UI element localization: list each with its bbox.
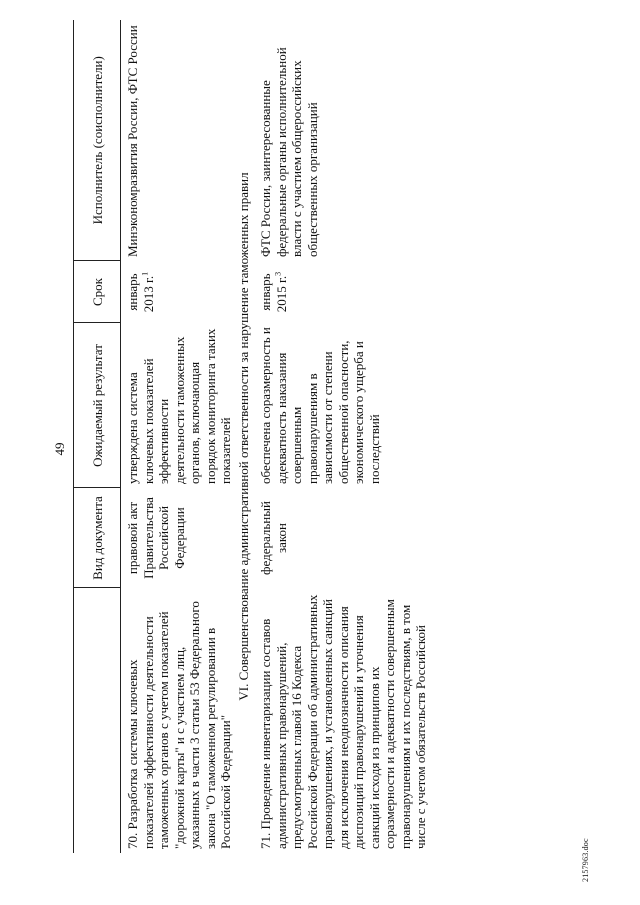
row-doc-type: правовой акт Правительства Российской Федерации xyxy=(125,497,187,579)
header-executor: Исполнитель (соисполнители) xyxy=(74,20,121,261)
row-executor: ФТС России, заинтересованные федеральные органы исполнительной власти с участием общероссийских общественных организаций xyxy=(258,47,320,257)
term-text: январь 2013 г. xyxy=(125,273,156,313)
row-result: обеспечена соразмерность и адекватность наказания совершенным правонарушениям в зависимости от степени общественной опасности, экономического ущерба и последствий xyxy=(258,327,382,484)
row-action: 70. Разработка системы ключевых показателей эффективности деятельности таможенных органов с учетом показателей "дорожной карты" и с участием лиц, указанных в части 3 статьи 53 Федерального закона "О таможенном регулировании в Российской Федерации" xyxy=(125,601,233,849)
term-footnote: 1 xyxy=(140,271,150,276)
row-doc-type: федеральный закон xyxy=(258,501,289,575)
row-term xyxy=(254,261,429,323)
header-term: Срок xyxy=(74,261,121,323)
header-doc-type: Вид документа xyxy=(74,488,121,588)
term-footnote: 3 xyxy=(273,271,283,276)
action-plan-table xyxy=(73,20,429,853)
section-heading-row xyxy=(234,20,255,853)
header-result: Ожидаемый результат xyxy=(74,323,121,488)
header-action xyxy=(74,588,121,853)
term-text: январь 2015 г. xyxy=(258,273,289,313)
table-header-row xyxy=(74,20,121,853)
row-result: утверждена система ключевых показателей эффективности деятельности таможенных органов, включающая порядок мониторинга таких показателей xyxy=(125,328,233,484)
rotated-content xyxy=(50,18,610,880)
row-term xyxy=(121,261,234,323)
row-action: 71. Проведение инвентаризации составов административных правонарушений, предусмотренных главой 16 Кодекса Российской Федерации об административных правонарушениях, и установленных санкций для исключения неоднозначности описания диспозиций правонарушений и уточнения санкций исходя из принципов их соразмерности и адекватности совершенным правонарушениям и их последствиям, в том числе с учетом обязательств Российской xyxy=(258,594,428,849)
page-number: 49 xyxy=(52,442,67,456)
table-row xyxy=(254,20,429,853)
row-executor: Минэкономразвития России, ФТС России xyxy=(125,25,140,257)
document-id: 2157963.doc xyxy=(581,838,590,882)
table-row xyxy=(121,20,234,853)
section-heading: VI. Совершенствование административной ответственности за нарушение таможенных правил xyxy=(235,172,251,701)
